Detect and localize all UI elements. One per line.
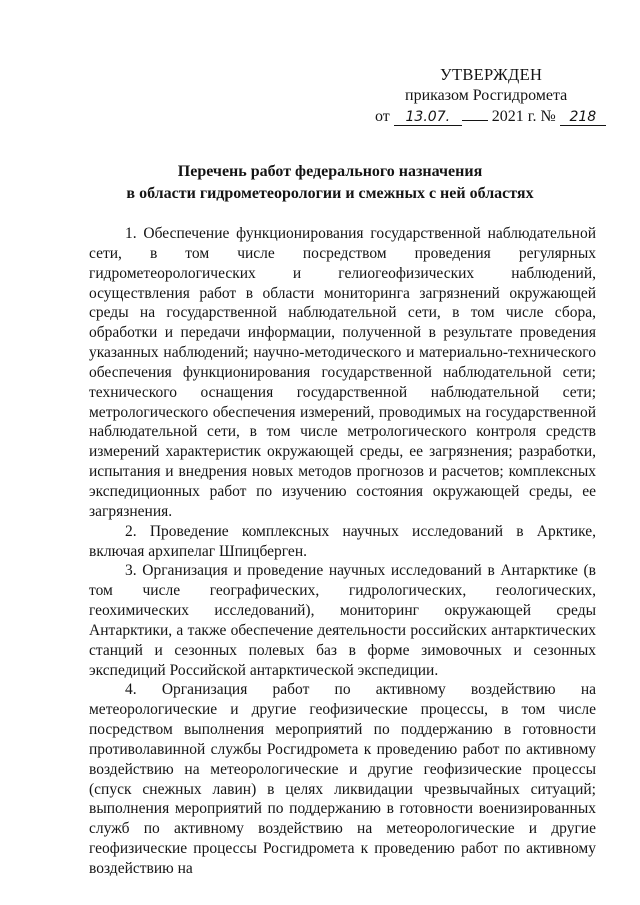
handwritten-date: 13.07.	[394, 109, 462, 126]
order-date-line	[375, 106, 605, 127]
title-line-1: Перечень работ федерального назначения	[177, 163, 483, 180]
document-title	[60, 161, 600, 205]
approval-block	[375, 64, 605, 127]
handwritten-order-number: 218	[560, 109, 606, 126]
list-item: 1. Обеспечение функционирования государственной наблюдательной сети, в том числе посредством проведения регулярных гидрометеорологических и гелиогеофизических наблюдений, осуществления работ в области мониторинга загрязнений окружающей среды на государственной наблюдательной сети, в том числе сбора, обработки и передачи информации, полученной в результате проведения указанных наблюдений; научно-методического и материально-технического обеспечения функционирования государственной наблюдательной сети; технического оснащения государственной наблюдательной сети; метрологического обеспечения измерений, проводимых на государственной наблюдательной сети, в том числе метрологического контроля средств измерений характеристик окружающей среды, ее загрязнения; разработки, испытания и внедрения новых методов прогнозов и расчетов; комплексных экспедиционных работ по изучению состояния окружающей среды, ее загрязнения.	[89, 225, 596, 520]
date-prefix: от	[375, 108, 390, 125]
list-item: 2. Проведение комплексных научных исследований в Арктике, включая архипелаг Шпицберген.	[89, 522, 596, 560]
approved-stamp-text: УТВЕРЖДЕН	[440, 65, 543, 84]
date-underline	[462, 106, 488, 121]
list-item: 3. Организация и проведение научных исследований в Антарктике (в том числе географических, гидрологических, геологических, геохимических исследований), мониторинг окружающей среды Антарктики, а также обеспечение деятельности российских антарктических станций и сезонных полевых баз в форме зимовочных и сезонных экспедиций Российской антарктической экспедиции.	[89, 562, 596, 679]
order-by-text: приказом Росгидромета	[405, 87, 568, 104]
document-body	[89, 224, 596, 879]
title-line-2: в области гидрометеорологии и смежных с ней областях	[126, 185, 534, 202]
year-text: 2021 г. №	[491, 108, 556, 125]
list-item: 4. Организация работ по активному воздействию на метеорологические и другие геофизические процессы, в том числе посредством выполнения мероприятий по поддержанию в готовности противолавинной службы Росгидромета к проведению работ по активному воздействию на метеорологические и другие геофизические процессы (спуск снежных лавин) в целях ликвидации чрезвычайных ситуаций; выполнения мероприятий по поддержанию в готовности военизированных служб по активному воздействию на метеорологические и другие геофизические процессы Росгидромета к проведению работ по активному воздействию на	[89, 681, 596, 877]
